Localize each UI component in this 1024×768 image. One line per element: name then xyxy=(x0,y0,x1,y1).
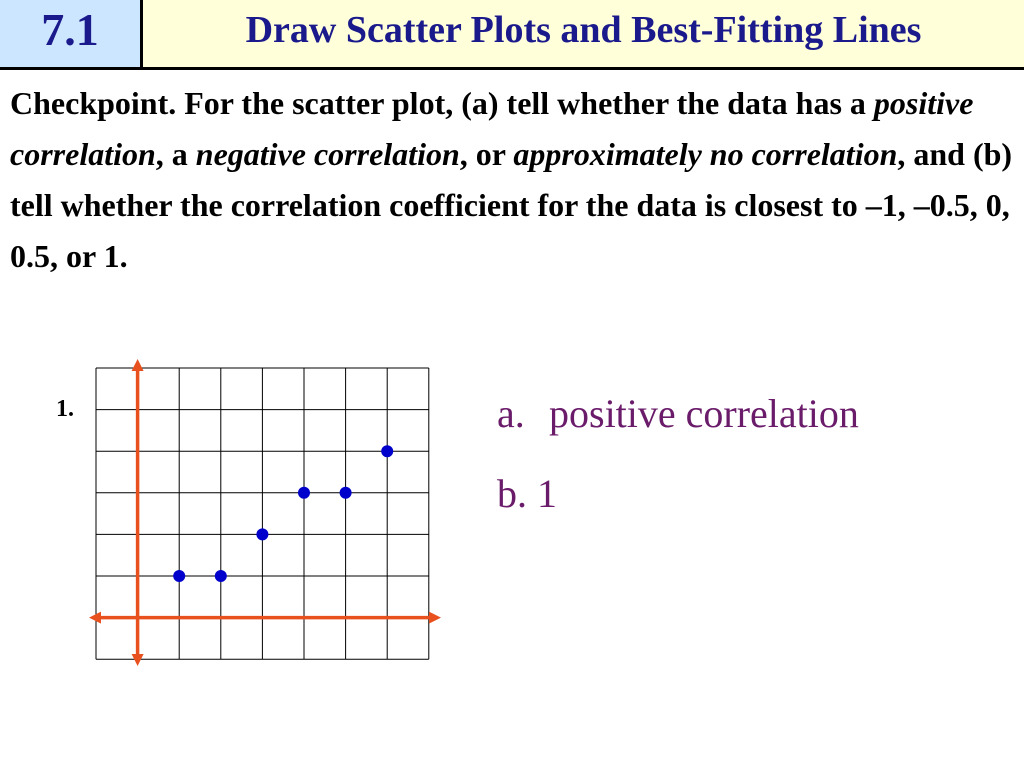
question-text-2: , a xyxy=(155,136,196,172)
question-text-3: , or xyxy=(459,136,514,172)
term-positive-correlation: positive correlation xyxy=(10,85,974,172)
data-point xyxy=(340,487,352,499)
term-negative-correlation: negative correlation xyxy=(195,136,460,172)
data-point xyxy=(298,487,310,499)
y-axis-arrow-down xyxy=(132,654,144,666)
question-text-4: , and (b) tell whether the correlation coefficient for the data is closest to –1, –0.5, 0, 0.5, or 1. xyxy=(10,136,1013,274)
answer-a xyxy=(497,388,859,468)
plot-number-label: 1. xyxy=(56,396,74,422)
slide-title: Draw Scatter Plots and Best-Fitting Lines xyxy=(245,9,922,51)
data-point xyxy=(173,570,185,582)
title-box xyxy=(143,0,1024,68)
term-no-correlation: approximately no correlation xyxy=(513,136,898,172)
x-axis-arrow-right xyxy=(429,612,441,624)
checkpoint-question xyxy=(10,78,1020,282)
y-axis-arrow-up xyxy=(132,359,144,371)
answer-b xyxy=(497,468,859,548)
section-number-box xyxy=(0,0,143,68)
data-point xyxy=(381,445,393,457)
question-text-1: Checkpoint. For the scatter plot, (a) tell whether the data has a xyxy=(10,85,874,121)
scatter-plot xyxy=(85,355,455,670)
answer-b-text: b. 1 xyxy=(497,471,557,516)
section-number: 7.1 xyxy=(41,4,99,55)
slide-header xyxy=(0,0,1024,70)
data-point xyxy=(215,570,227,582)
header-divider xyxy=(0,67,1024,70)
x-axis-arrow-left xyxy=(89,612,101,624)
answers xyxy=(497,388,859,548)
answer-a-letter: a. xyxy=(497,391,525,436)
data-point xyxy=(256,528,268,540)
answer-a-text: positive correlation xyxy=(549,391,859,436)
